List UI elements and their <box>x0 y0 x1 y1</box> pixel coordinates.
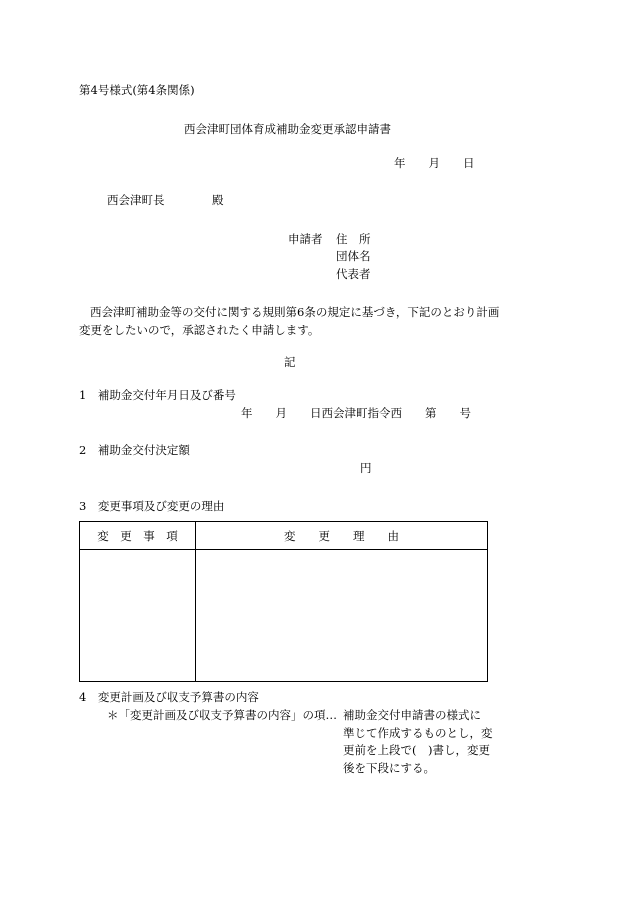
form-number: 第4号様式(第4条関係) <box>79 83 195 97</box>
change-table <box>79 521 488 682</box>
applicant-address-label: 住 所 <box>336 232 371 246</box>
item4-note-line4: 後を下段にする。 <box>343 761 435 775</box>
change-table-body-row <box>80 550 488 682</box>
change-table-header-row <box>80 522 488 550</box>
change-reason-header-label: 変 更 理 由 <box>284 528 399 543</box>
document-title: 西会津町団体育成補助金変更承認申請書 <box>184 122 391 136</box>
item4-note-line1: 補助金交付申請書の様式に <box>343 708 481 722</box>
addressee-name: 西会津町長 <box>107 193 165 207</box>
change-item-header-label: 変 更 事 項 <box>97 528 178 543</box>
item3-label: 3 変更事項及び変更の理由 <box>79 499 225 513</box>
change-item-header <box>80 522 196 550</box>
body-text-line2: 変更をしたいので，承認されたく申請します。 <box>79 323 320 337</box>
applicant-rep-label: 代表者 <box>336 267 371 281</box>
date-line: 年 月 日 <box>394 156 475 170</box>
change-reason-cell[interactable] <box>196 550 488 682</box>
item4-label: 4 変更計画及び収支予算書の内容 <box>79 690 259 704</box>
applicant-label: 申請者 <box>288 232 323 246</box>
item4-note-prefix: ＊「変更計画及び収支予算書の内容」の項… <box>107 708 337 722</box>
item4-note-line2: 準じて作成するものとし，変 <box>343 726 493 740</box>
item4-note-line3: 更前を上段で( )書し，変更 <box>343 743 490 757</box>
ki-heading: 記 <box>284 355 296 369</box>
change-reason-header <box>196 522 488 550</box>
item1-value: 年 月 日西会津町指令西 第 号 <box>241 406 471 420</box>
applicant-group-label: 団体名 <box>336 249 371 263</box>
item2-value: 円 <box>360 461 372 475</box>
addressee-honorific: 殿 <box>212 193 224 207</box>
item2-label: 2 補助金交付決定額 <box>79 443 190 457</box>
body-text-line1: 西会津町補助金等の交付に関する規則第6条の規定に基づき，下記のとおり計画 <box>90 305 500 319</box>
change-item-cell[interactable] <box>80 550 196 682</box>
item1-label: 1 補助金交付年月日及び番号 <box>79 388 236 402</box>
